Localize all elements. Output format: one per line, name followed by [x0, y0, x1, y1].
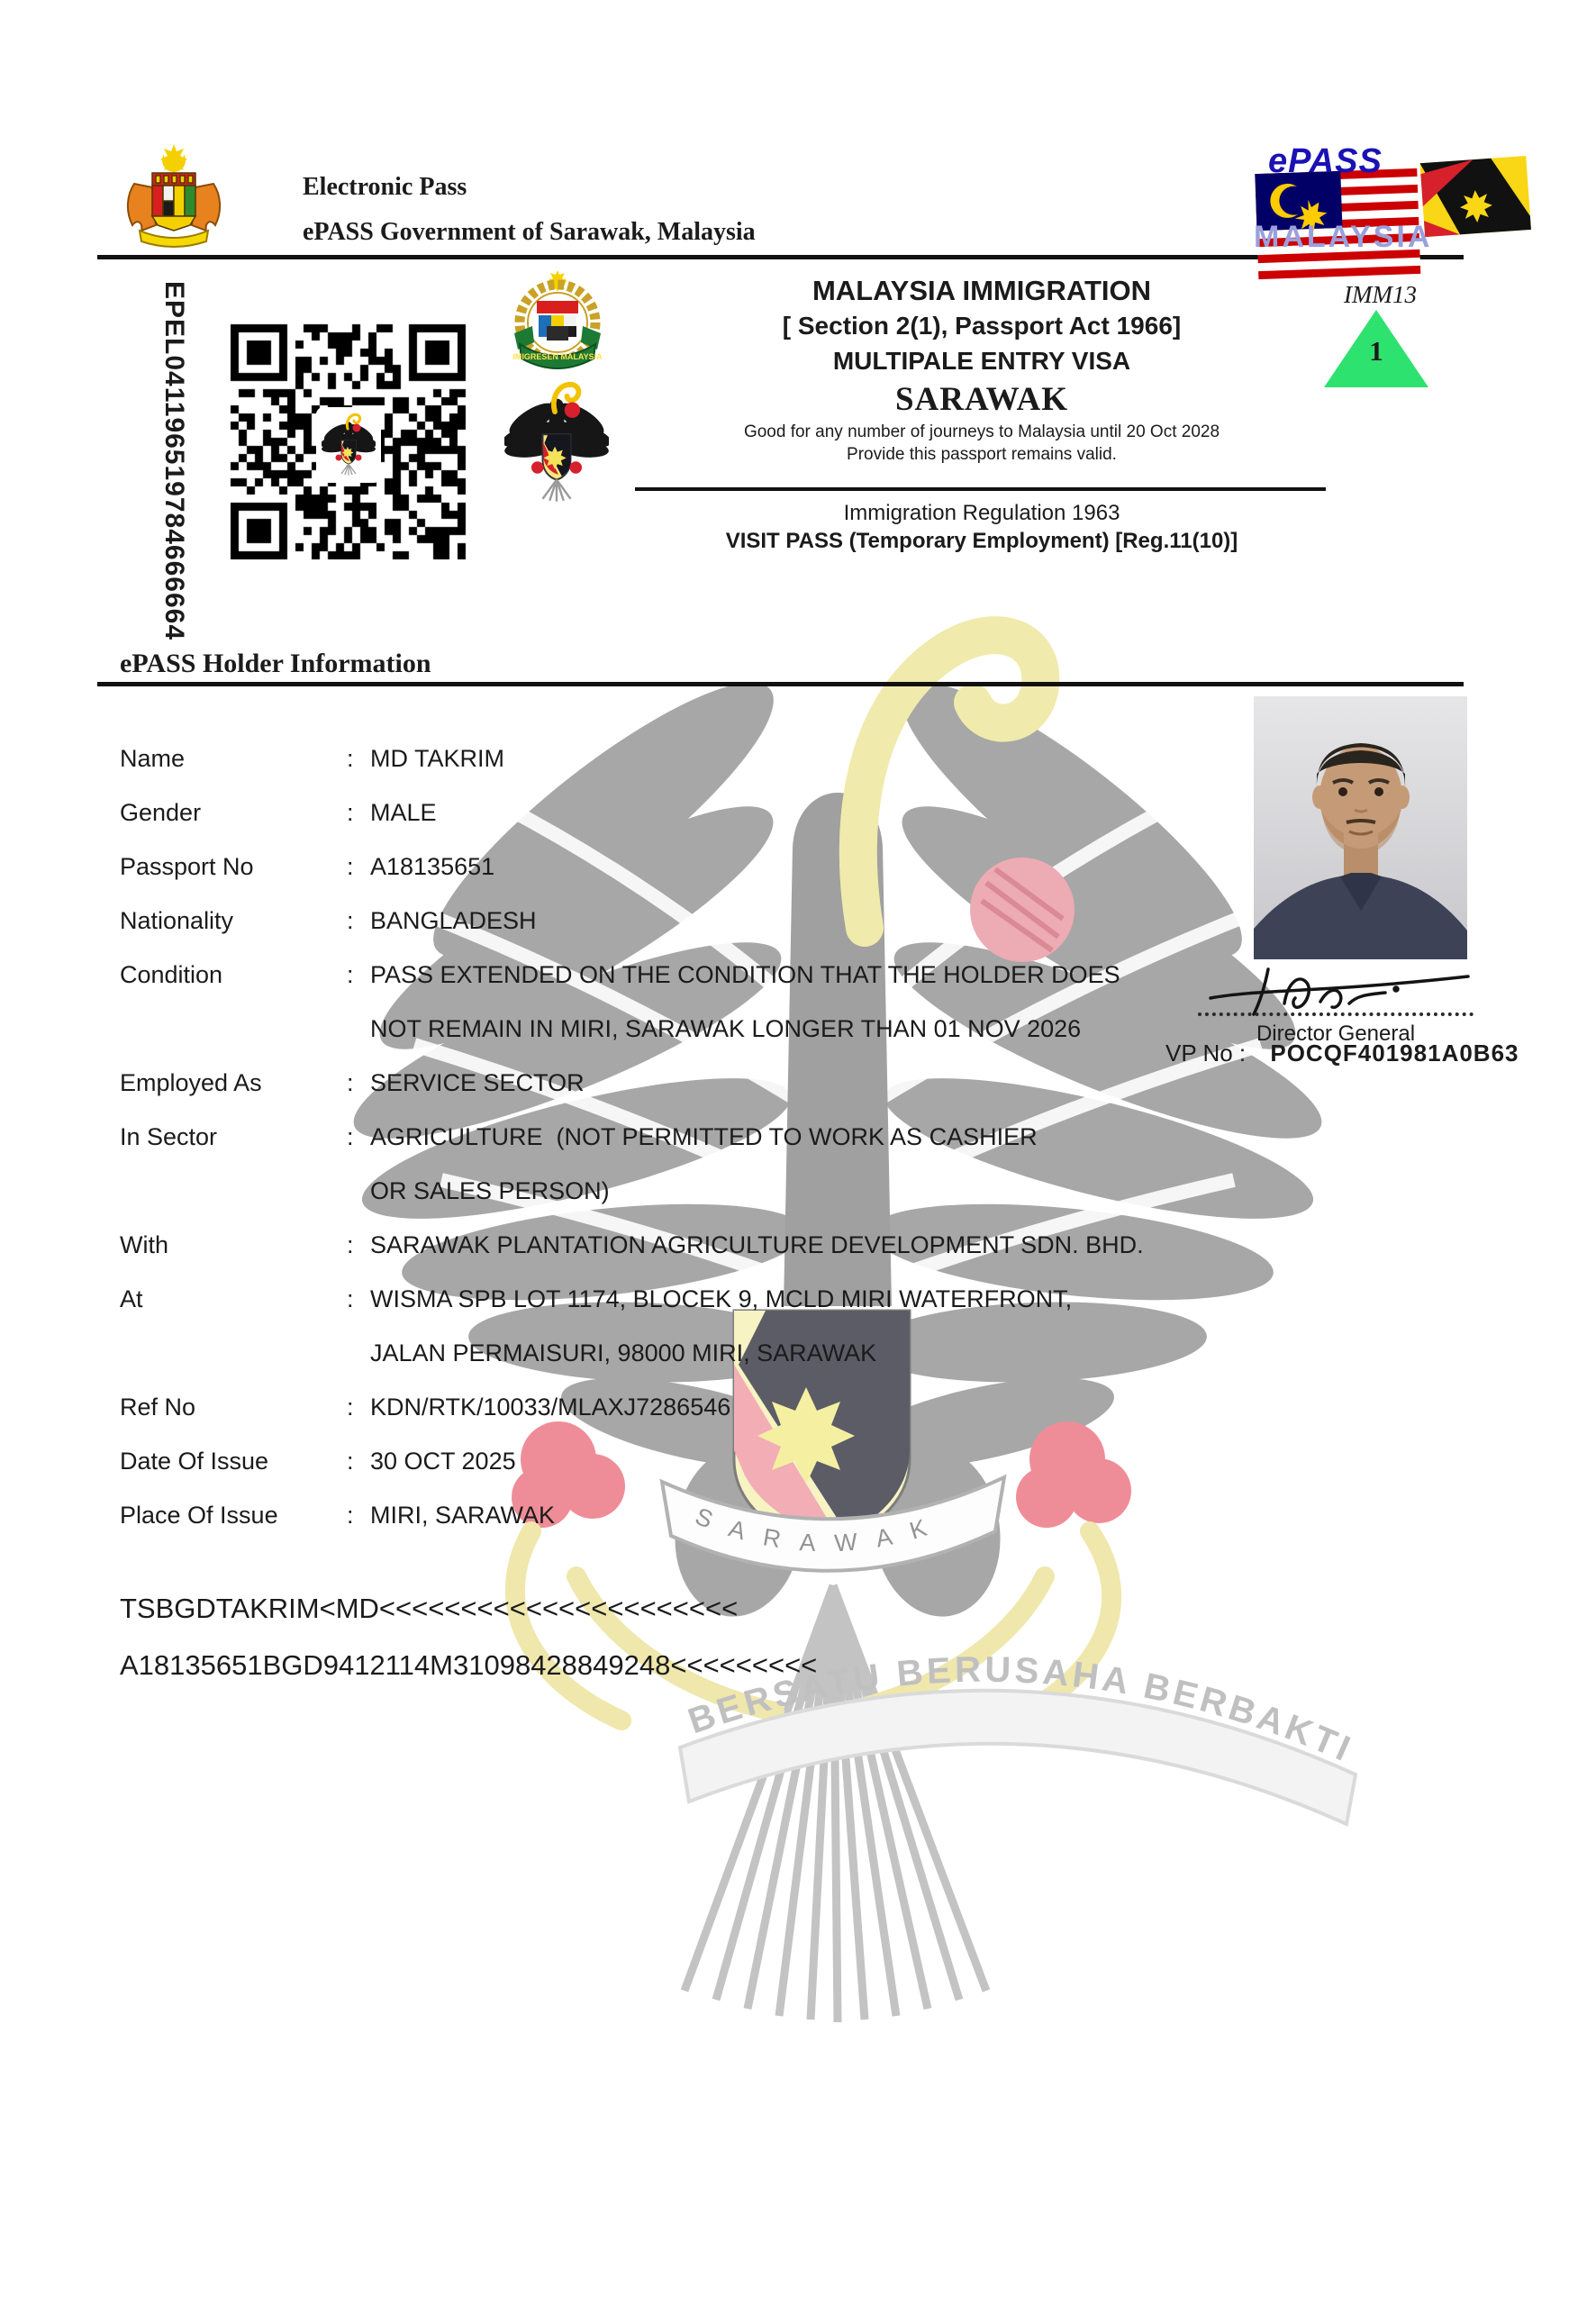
visa-act-line: [ Section 2(1), Passport Act 1966] — [782, 312, 1182, 340]
field-label: Condition — [120, 961, 223, 988]
field-value: MALE — [370, 799, 437, 826]
field-row-in-sector — [120, 1110, 1183, 1218]
sarawak-flag — [1419, 156, 1530, 237]
mrz-line-1: TSBGDTAKRIM<MD<<<<<<<<<<<<<<<<<<<<<< — [120, 1593, 739, 1624]
field-colon: : — [347, 1502, 354, 1529]
field-value: SARAWAK PLANTATION AGRICULTURE DEVELOPMENT SDN. BHD. — [370, 1231, 1144, 1258]
field-value: A18135651 — [370, 853, 495, 880]
field-label: At — [120, 1285, 143, 1312]
field-colon: : — [347, 1069, 354, 1096]
field-row-gender — [120, 785, 1183, 840]
field-colon: : — [347, 961, 354, 988]
visa-regulation: Immigration Regulation 1963 — [843, 501, 1120, 525]
qr-center-crest-icon — [322, 411, 376, 477]
holder-section-title: ePASS Holder Information — [120, 649, 431, 678]
field-row-passport-no — [120, 840, 1183, 894]
brand-title: Electronic Pass — [303, 173, 467, 201]
field-value: MD TAKRIM — [370, 745, 505, 772]
field-colon: : — [347, 1285, 354, 1312]
visa-validity-line2: Provide this passport remains valid. — [847, 445, 1117, 464]
malaysia-coat-of-arms-logo — [120, 142, 228, 252]
field-colon: : — [347, 853, 354, 880]
field-row-with — [120, 1218, 1183, 1272]
field-colon: : — [347, 1448, 354, 1475]
field-value: JALAN PERMAISURI, 98000 MIRI, SARAWAK — [370, 1339, 877, 1366]
vp-number-row — [1165, 1040, 1519, 1067]
visa-header-block — [630, 273, 1333, 466]
field-colon: : — [347, 1231, 354, 1258]
field-value: PASS EXTENDED ON THE CONDITION THAT THE HOLDER DOES — [370, 961, 1120, 988]
field-value: NOT REMAIN IN MIRI, SARAWAK LONGER THAN 01 NOV 2026 — [370, 1015, 1082, 1042]
form-code-label: IMM13 — [1344, 281, 1417, 308]
field-row-employed-as — [120, 1056, 1183, 1110]
field-row-date-of-issue — [120, 1434, 1183, 1488]
vp-number-value: POCQF401981A0B63 — [1270, 1040, 1519, 1067]
immigration-ribbon-text: IMIGRESEN MALAYSIA — [512, 352, 603, 361]
brand-subtitle: ePASS Government of Sarawak, Malaysia — [303, 218, 756, 246]
field-label: Date Of Issue — [120, 1448, 269, 1475]
field-label: In Sector — [120, 1123, 218, 1150]
visa-type: MULTIPALE ENTRY VISA — [832, 347, 1131, 375]
holder-photo — [1254, 696, 1467, 959]
malaysia-logo-text: MALAYSIA — [1254, 220, 1433, 254]
field-label: Passport No — [120, 853, 254, 880]
field-value: AGRICULTURE (NOT PERMITTED TO WORK AS CASHIER — [370, 1123, 1038, 1150]
field-row-ref-no — [120, 1380, 1183, 1434]
field-value: 30 OCT 2025 — [370, 1448, 516, 1475]
signatory-title: Director General — [1256, 1021, 1416, 1046]
visa-pass-type: VISIT PASS (Temporary Employment) [Reg.11(10)] — [725, 529, 1238, 553]
watermark-state-banner: S A R A W A K — [691, 1502, 938, 1557]
field-label: Nationality — [120, 907, 234, 934]
sarawak-crest-logo — [504, 380, 609, 503]
watermark-motto: BERSATU BERUSAHA BERBAKTI — [683, 1649, 1359, 1771]
signature-dotted-line — [1198, 1012, 1474, 1016]
epass-logo-text: ePASS — [1268, 142, 1383, 180]
field-value: KDN/RTK/10033/MLAXJ7286546 — [370, 1394, 731, 1421]
field-label: Place Of Issue — [120, 1502, 278, 1529]
field-row-name — [120, 731, 1183, 785]
field-label: With — [120, 1231, 168, 1258]
field-row-place-of-issue — [120, 1488, 1183, 1542]
field-label: Employed As — [120, 1069, 262, 1096]
field-label: Name — [120, 745, 186, 772]
field-value: WISMA SPB LOT 1174, BLOCEK 9, MCLD MIRI WATERFRONT, — [370, 1285, 1073, 1312]
mrz-line-2: A18135651BGD9412114M31098428849248<<<<<<<<< — [120, 1649, 818, 1681]
epass-serial-number: EPEL041196519784666664 — [159, 281, 189, 641]
holder-fields — [120, 731, 1183, 1542]
field-colon: : — [347, 1123, 354, 1150]
field-label: Ref No — [120, 1394, 196, 1421]
field-value: SERVICE SECTOR — [370, 1069, 585, 1096]
visa-divider-line — [635, 487, 1326, 491]
visa-state: SARAWAK — [894, 381, 1069, 418]
field-value: BANGLADESH — [370, 907, 537, 934]
field-colon: : — [347, 745, 354, 772]
holder-divider-line — [97, 682, 1464, 686]
vp-number-label: VP No : — [1165, 1040, 1247, 1067]
field-row-nationality — [120, 894, 1183, 948]
field-value: MIRI, SARAWAK — [370, 1502, 556, 1529]
field-label: Gender — [120, 799, 202, 826]
entries-number: 1 — [1369, 335, 1383, 367]
field-row-at — [120, 1272, 1183, 1380]
field-colon: : — [347, 907, 354, 934]
field-colon: : — [347, 799, 354, 826]
visa-validity-line1: Good for any number of journeys to Malaysia until 20 Oct 2028 — [743, 422, 1220, 441]
field-colon: : — [347, 1394, 354, 1421]
director-general-signature — [1205, 962, 1475, 1018]
field-value: OR SALES PERSON) — [370, 1177, 610, 1204]
visa-agency-title: MALAYSIA IMMIGRATION — [812, 275, 1151, 306]
field-row-condition — [120, 948, 1183, 1056]
immigration-malaysia-logo — [507, 267, 608, 377]
